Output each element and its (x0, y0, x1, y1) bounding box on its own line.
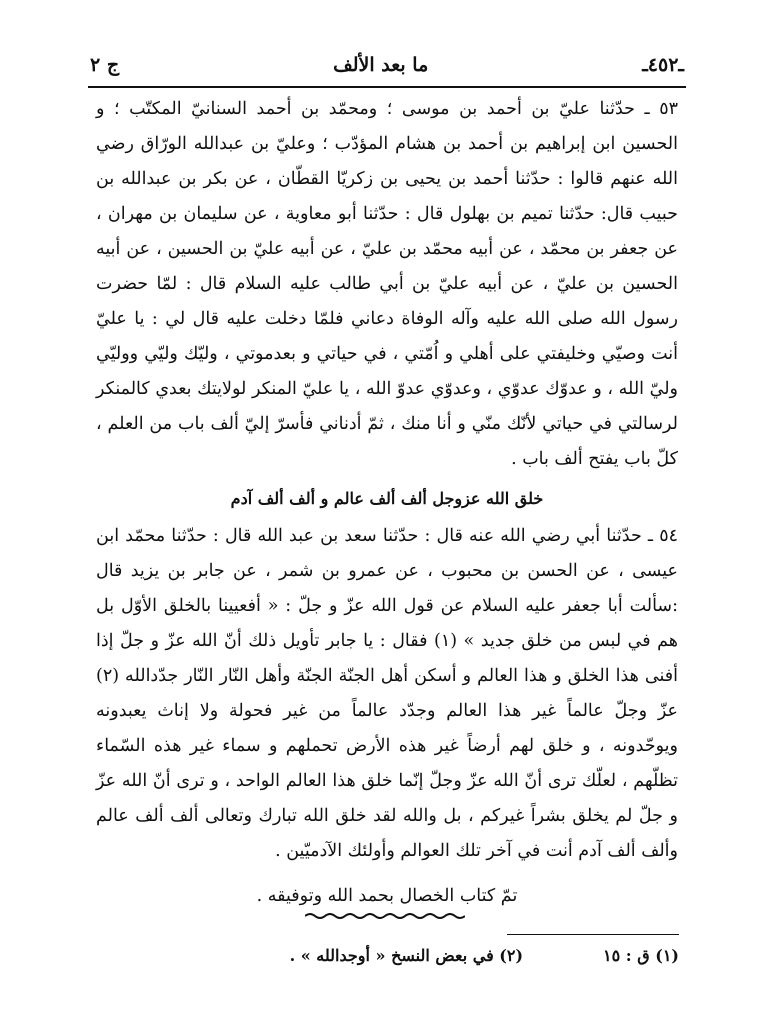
footnote-rule (507, 934, 679, 935)
closing-line: تمّ كتاب الخصال بحمد الله وتوفيقه . (256, 886, 518, 906)
page-number: ـ٤٥٢ـ (642, 54, 684, 76)
ornament-divider (305, 912, 465, 920)
footnote-1: (١) ق : ١٥ (603, 945, 679, 965)
hadith-54-paragraph: ٥٤ ـ حدّثنا أبي رضي الله عنه قال : حدّثنا سعد بن عبد الله قال : حدّثنا محمّد ابن عيسى ، عن الحسن بن محبوب ، عن عمرو بن شمر ، عن جابر بن يزيد قال :سألت أبا جعفر عليه السلام عن قول الله عزّ و جلّ : « أفعيينا بالخلق الأوّل بل هم في لبس من خلق جديد » (١) فقال : يا جابر تأويل ذلك أنّ الله عزّ و جلّ إذا أفنى هذا الخلق و هذا العالم و أسكن أهل الجنّة الجنّة وأهل النّار النّار جدّدالله (٢) عزّ وجلّ عالماً غير هذا العالم وجدّد عالماً من غير فحولة ولا إناث يعبدونه ويوحّدونه ، و خلق لهم أرضاً غير هذه الأرض تحملهم و سماء غير هذه السّماء تظلّهم ، لعلّك ترى أنّ الله عزّ وجلّ إنّما خلق هذا العالم الواحد ، و ترى أنّ الله عزّ و جلّ لم يخلق بشراً غيركم ، بل والله لقد خلق الله تبارك وتعالى ألف ألف عالم وألف ألف آدم أنت في آخر تلك العوالم وأولئك الآدميّين . (96, 526, 679, 861)
header-rule (88, 86, 686, 88)
footnote-2: (٢) في بعض النسخ « أوجدالله » . (289, 945, 524, 965)
page-header (90, 48, 684, 82)
page-body (96, 92, 678, 914)
footnotes (150, 938, 679, 972)
volume-label: ج ٢ (90, 54, 120, 76)
section-subheading: خلق الله عزوجل ألف ألف عالم و ألف ألف آدم (230, 489, 544, 508)
running-title: ما بعد الألف (333, 54, 429, 76)
hadith-53-paragraph: ٥٣ ـ حدّثنا عليّ بن أحمد بن موسى ؛ ومحمّد بن أحمد السنانيّ المكتّب ؛ و الحسين ابن إبراهيم بن أحمد بن هشام المؤدّب ؛ وعليّ بن عبدالله الورّاق رضي الله عنهم قالوا : حدّثنا أحمد بن يحيى بن زكريّا القطّان ، عن بكر بن عبدالله بن حبيب قال: حدّثنا تميم بن بهلول قال : حدّثنا أبو معاوية ، عن سليمان بن مهران ، عن جعفر بن محمّد ، عن أبيه محمّد بن عليّ ، عن أبيه عليّ بن الحسين ، عن أبيه الحسين بن عليّ ، عن أبيه عليّ بن أبي طالب عليه السلام قال : لمّا حضرت رسول الله صلى الله عليه وآله الوفاة دعاني فلمّا دخلت عليه قال لي : يا عليّ أنت وصيّي وخليفتي على أهلي و اُمّتي ، في حياتي و بعدموتي ، وليّك وليّي ووليّي وليّ الله ، و عدوّك عدوّي ، وعدوّي عدوّ الله ، يا عليّ المنكر لولايتك بعدي كالمنكر لرسالتي في حياتي لأنّك منّي و أنا منك ، ثمّ أدناني فأسرّ إليّ ألف باب من العلم ، كلّ باب يفتح ألف باب . (96, 99, 678, 469)
